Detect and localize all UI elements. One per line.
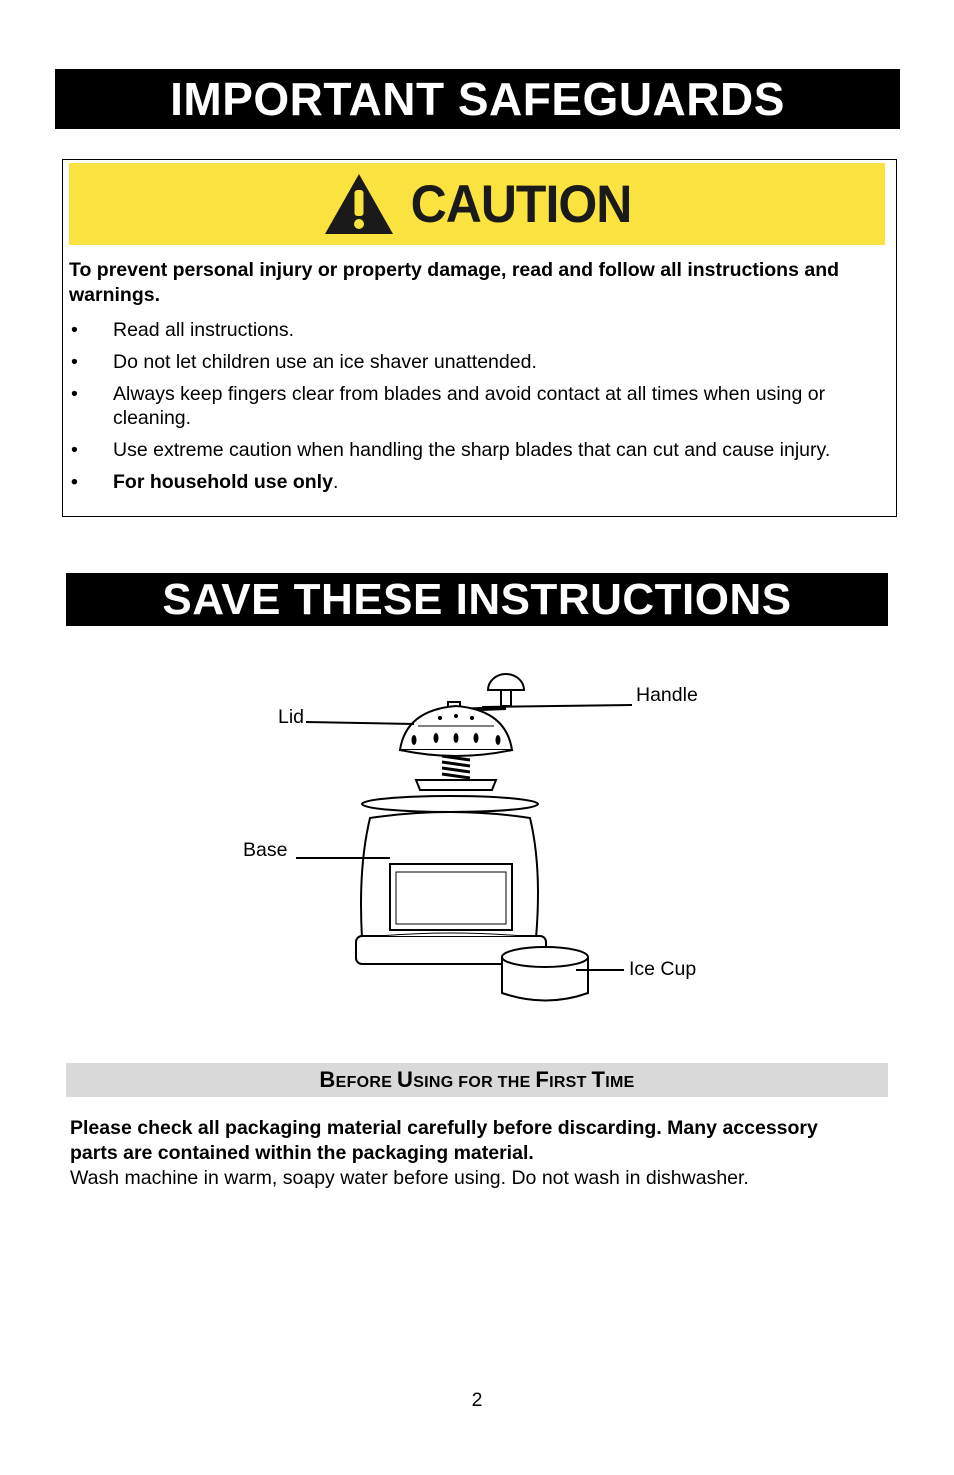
list-item: • Always keep fingers clear from blades and avoid contact at all times when using or cleaning. bbox=[71, 383, 826, 429]
caution-badge bbox=[69, 163, 885, 245]
safeguard-list bbox=[69, 318, 889, 502]
warning-triangle-icon bbox=[323, 172, 395, 236]
list-item: • For household use only. bbox=[71, 471, 339, 493]
caution-label: CAUTION bbox=[410, 174, 632, 234]
heading-rest: IME bbox=[605, 1074, 635, 1091]
base-part bbox=[356, 796, 546, 964]
heading-cap: B bbox=[319, 1067, 336, 1092]
list-item: • Do not let children use an ice shaver unattended. bbox=[71, 351, 537, 373]
list-item-text: Use extreme caution when handling the sharp blades that can cut and cause injury. bbox=[113, 439, 831, 461]
list-item: • Use extreme caution when handling the sharp blades that can cut and cause injury. bbox=[71, 439, 831, 461]
list-item: • Read all instructions. bbox=[71, 319, 295, 341]
blade-plate-part bbox=[416, 780, 496, 790]
heading-cap: F bbox=[535, 1067, 550, 1092]
ice-cup-label: Ice Cup bbox=[629, 958, 697, 980]
heading-rest: EFORE bbox=[335, 1074, 397, 1091]
ice-shaver-diagram bbox=[230, 668, 750, 1013]
page-number: 2 bbox=[471, 1389, 483, 1411]
before-first-use-heading bbox=[66, 1063, 888, 1097]
wash-instructions: Wash machine in warm, soapy water before using. Do not wash in dishwasher. bbox=[70, 1167, 749, 1189]
ice-cup-part bbox=[502, 947, 588, 1001]
base-label: Base bbox=[243, 839, 288, 861]
heading-rest: SING FOR THE bbox=[413, 1074, 536, 1091]
heading-rest: IRST bbox=[549, 1074, 592, 1091]
list-item-text: Do not let children use an ice shaver unattended. bbox=[113, 351, 537, 373]
lid-part bbox=[400, 706, 512, 756]
household-use-text: For household use only bbox=[113, 471, 333, 493]
household-use-suffix: . bbox=[332, 471, 339, 493]
spring-part bbox=[442, 756, 470, 778]
caution-intro: To prevent personal injury or property damage, read and follow all instructions and warnings. bbox=[69, 259, 840, 306]
lid-label: Lid bbox=[278, 706, 305, 728]
handle-label: Handle bbox=[636, 684, 698, 706]
save-instructions-banner: SAVE THESE INSTRUCTIONS bbox=[66, 573, 888, 626]
caution-box bbox=[62, 159, 897, 517]
list-item-text: Always keep fingers clear from blades and avoid contact at all times when using or cleaning. bbox=[113, 383, 826, 429]
heading-cap: U bbox=[396, 1067, 414, 1092]
list-item-text: Read all instructions. bbox=[113, 319, 295, 341]
important-safeguards-banner: IMPORTANT SAFEGUARDS bbox=[55, 69, 900, 129]
packaging-warning: Please check all packaging material carefully before discarding. Many accessory parts are contained within the packaging material. bbox=[70, 1117, 818, 1164]
heading-cap: T bbox=[591, 1067, 606, 1092]
lid-leader-line bbox=[306, 722, 414, 724]
